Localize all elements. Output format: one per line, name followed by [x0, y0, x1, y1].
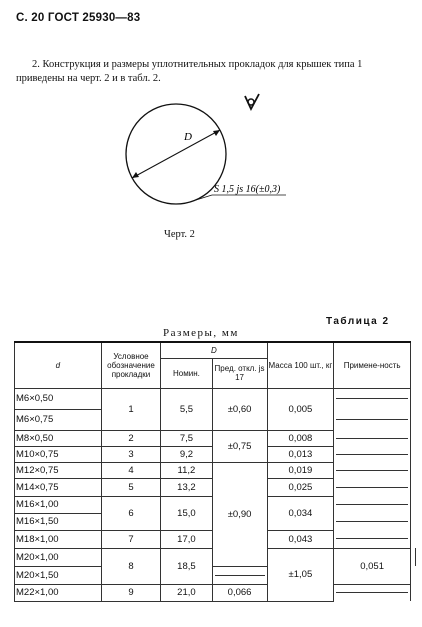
cell-nominal: 15,0 — [161, 496, 212, 530]
figure-caption: Черт. 2 — [164, 229, 195, 240]
cell-d: М16×1,00 — [15, 496, 102, 513]
gasket-drawing — [100, 92, 360, 222]
cell-d: М8×0,50 — [15, 430, 102, 446]
cell-application — [212, 566, 267, 584]
cell-mass: 0,013 — [267, 446, 334, 462]
cell-nominal: 17,0 — [161, 530, 212, 548]
diameter-label: D — [184, 131, 192, 143]
cell-mass: 0,051 — [334, 548, 411, 584]
cell-application — [334, 496, 411, 513]
header-application: Примене-ность — [334, 342, 411, 388]
cell-application — [334, 430, 411, 446]
cell-application — [334, 462, 411, 478]
cell-application — [334, 530, 411, 548]
cell-d: М6×0,50 — [15, 388, 102, 409]
cell-tolerance: ±0,75 — [212, 430, 267, 462]
cell-d: М12×0,75 — [15, 462, 102, 478]
cell-d: М20×1,50 — [15, 566, 102, 584]
header-D: D — [161, 342, 267, 358]
cell-tolerance: ±0,60 — [212, 388, 267, 430]
cell-designation: 9 — [101, 584, 161, 601]
cell-d: М10×0,75 — [15, 446, 102, 462]
cell-designation: 6 — [101, 496, 161, 530]
header-nominal: Номин. — [161, 358, 212, 388]
cell-application — [334, 513, 411, 530]
cell-d: М14×0,75 — [15, 478, 102, 496]
cell-nominal: 9,2 — [161, 446, 212, 462]
header-mass: Масса 100 шт., кг — [267, 342, 334, 388]
cell-d: М18×1,00 — [15, 530, 102, 548]
cell-designation: 7 — [101, 530, 161, 548]
page-header: С. 20 ГОСТ 25930—83 — [16, 12, 141, 24]
cell-mass: 0,008 — [267, 430, 334, 446]
header-d: d — [15, 342, 102, 388]
cell-designation: 5 — [101, 478, 161, 496]
cell-nominal: 7,5 — [161, 430, 212, 446]
cell-d: М16×1,50 — [15, 513, 102, 530]
diameter-line — [132, 130, 220, 178]
cell-mass: 0,066 — [212, 584, 267, 601]
thickness-label: S 1,5 js 16(±0,3) — [214, 184, 281, 195]
intro-paragraph: 2. Конструкция и размеры уплотнительных прокладок для крышек типа 1 приведены на черт. 2 и в табл. 2. — [16, 59, 363, 84]
cell-designation: 3 — [101, 446, 161, 462]
cell-application — [411, 548, 416, 566]
cell-mass: 0,025 — [267, 478, 334, 496]
cell-mass: 0,019 — [267, 462, 334, 478]
cell-application — [334, 478, 411, 496]
cell-nominal: 13,2 — [161, 478, 212, 496]
cell-designation: 8 — [101, 548, 161, 584]
header-tolerance: Пред. откл. js 17 — [212, 358, 267, 388]
dimensions-table — [14, 341, 416, 602]
cell-d: М22×1,00 — [15, 584, 102, 601]
cell-application — [334, 409, 411, 430]
cell-nominal: 18,5 — [161, 548, 212, 584]
cell-nominal: 5,5 — [161, 388, 212, 430]
cell-d: М20×1,00 — [15, 548, 102, 566]
cell-nominal: 21,0 — [161, 584, 212, 601]
cell-application — [334, 388, 411, 409]
cell-application — [334, 446, 411, 462]
cell-designation: 1 — [101, 388, 161, 430]
cell-mass: 0,043 — [267, 530, 334, 548]
cell-mass: 0,034 — [267, 496, 334, 530]
cell-d: М6×0,75 — [15, 409, 102, 430]
cell-mass: 0,005 — [267, 388, 334, 430]
cell-tolerance: ±1,05 — [267, 548, 334, 601]
cell-tolerance: ±0,90 — [212, 462, 267, 566]
cell-nominal: 11,2 — [161, 462, 212, 478]
cell-application — [334, 584, 411, 601]
surface-finish-icon — [245, 94, 259, 109]
table-label: Таблица 2 — [326, 316, 390, 327]
header-designation: Условное обозначение прокладки — [101, 342, 161, 388]
table-subtitle: Размеры, мм — [163, 327, 239, 339]
cell-designation: 2 — [101, 430, 161, 446]
cell-designation: 4 — [101, 462, 161, 478]
